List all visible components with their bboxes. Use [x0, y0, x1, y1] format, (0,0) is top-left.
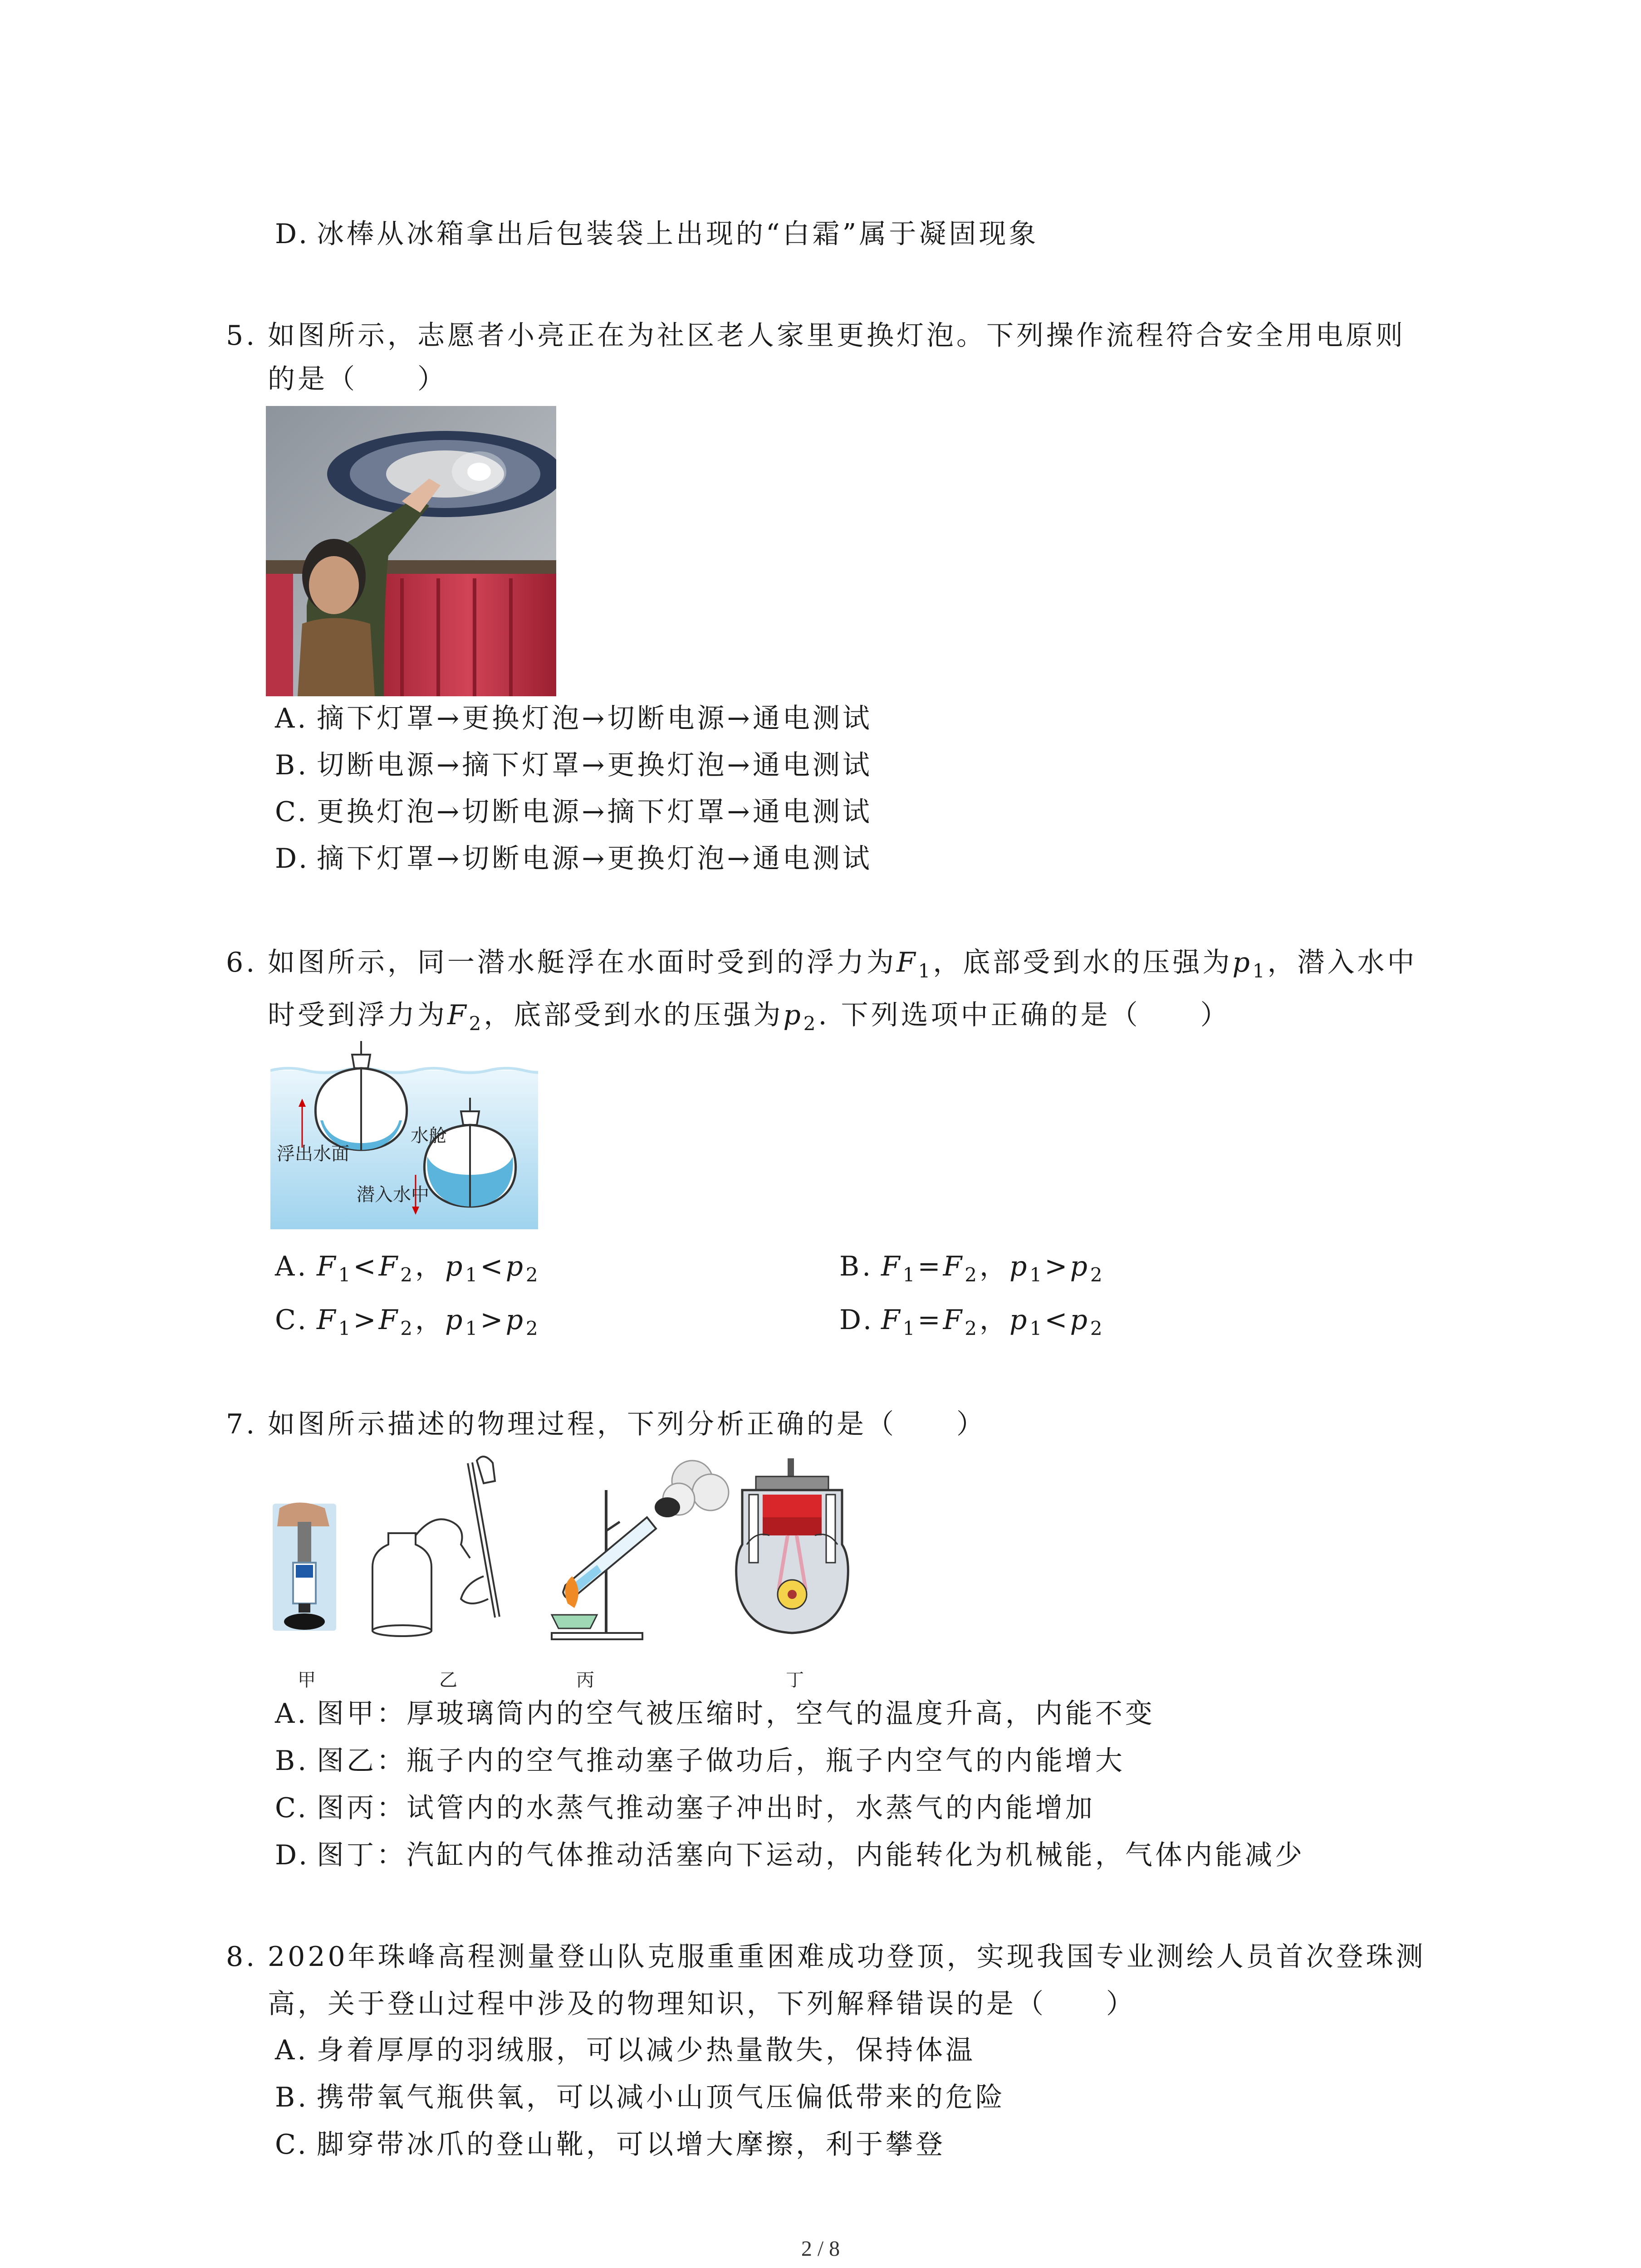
q6-option-a: [275, 1248, 541, 1293]
subscript: 2: [803, 1012, 818, 1035]
pressure-symbol: p: [1009, 1251, 1030, 1282]
option-letter: B.: [275, 749, 309, 781]
subscript: 1: [902, 1264, 918, 1286]
pressure-symbol: p: [505, 1251, 526, 1282]
option-text: 切断电源→摘下灯罩→更换灯泡→通电测试: [317, 749, 872, 781]
q5-stem-line2: 的是（ ）: [268, 363, 447, 395]
option-text: 身着厚厚的羽绒服，可以减少热量散失，保持体温: [317, 2034, 975, 2066]
stem-text: ，潜入水中: [1267, 947, 1417, 978]
force-symbol: F: [317, 1251, 338, 1282]
relation: =: [917, 1251, 943, 1282]
option-letter: D.: [275, 843, 310, 875]
test-tube-stand-icon: [552, 1461, 729, 1639]
pressure-symbol: p: [1009, 1304, 1030, 1336]
option-letter: C.: [275, 1304, 309, 1336]
stem-text: ，底部受到水的压强为: [933, 947, 1233, 978]
subscript: 2: [965, 1317, 980, 1339]
subscript: 2: [400, 1317, 416, 1339]
option-letter: D.: [275, 218, 310, 250]
q4-option-d: [275, 216, 1038, 252]
q7-option-a: [275, 1696, 1155, 1732]
pressure-symbol: p: [1070, 1304, 1090, 1336]
option-letter: A.: [275, 1698, 309, 1730]
option-letter: C.: [275, 2129, 309, 2160]
option-letter: A.: [275, 703, 309, 734]
option-letter: D.: [839, 1304, 875, 1336]
option-text: 摘下灯罩→切断电源→更换灯泡→通电测试: [317, 843, 872, 875]
question-number: 7.: [226, 1408, 258, 1440]
separator: ，: [980, 1251, 1010, 1282]
option-text: 摘下灯罩→更换灯泡→切断电源→通电测试: [317, 703, 872, 734]
stem-text: 如图所示描述的物理过程，下列分析正确的是（ ）: [268, 1408, 986, 1440]
option-text: 图丙：试管内的水蒸气推动塞子冲出时，水蒸气的内能增加: [317, 1792, 1095, 1824]
option-letter: D.: [275, 1839, 310, 1871]
relation: >: [480, 1304, 506, 1336]
stem-text: 如图所示，同一潜水艇浮在水面时受到的浮力为: [268, 947, 896, 978]
relation: >: [1044, 1251, 1070, 1282]
figure-label-yi: 乙: [439, 1670, 457, 1691]
figure-label-jia: 甲: [298, 1670, 316, 1691]
subscript: 1: [1029, 1264, 1045, 1286]
page-number: 2 / 8: [801, 2237, 840, 2261]
subscript: 2: [400, 1264, 416, 1286]
subscript: 1: [918, 960, 933, 982]
question-number: 8.: [226, 1941, 258, 1973]
pressure-symbol: p: [783, 999, 803, 1031]
q6-option-b: [839, 1248, 1105, 1293]
bottle-pump-icon: [372, 1457, 497, 1636]
q8-option-a: [275, 2032, 975, 2068]
q5-option-a: [275, 700, 872, 737]
force-symbol: F: [447, 999, 469, 1031]
stem-text: 2020年珠峰高程测量登山队克服重重困难成功登顶，实现我国专业测绘人员首次登珠测: [268, 1941, 1426, 1973]
option-letter: B.: [839, 1251, 874, 1282]
label-float: 浮出水面: [277, 1144, 349, 1164]
option-text: 冰棒从冰箱拿出后包装袋上出现的“白霜”属于凝固现象: [317, 218, 1039, 250]
label-dive: 潜入水中: [357, 1184, 429, 1205]
force-symbol: F: [881, 1304, 903, 1336]
q7-stem-line1: [226, 1406, 986, 1442]
floating-submarine-icon: [315, 1041, 407, 1150]
q8-stem-line1: [226, 1939, 1426, 1975]
force-symbol: F: [378, 1304, 401, 1336]
glass-cylinder-icon: [273, 1503, 336, 1631]
question-number: 5.: [226, 320, 258, 352]
q5-option-d: [275, 841, 872, 877]
stem-text: 时受到浮力为: [268, 999, 447, 1031]
subscript: 2: [965, 1264, 980, 1286]
stem-text: . 下列选项中正确的是（ ）: [818, 999, 1230, 1031]
subscript: 1: [338, 1264, 353, 1286]
option-text: 图乙：瓶子内的空气推动塞子做功后，瓶子内空气的内能增大: [317, 1745, 1125, 1777]
relation: <: [353, 1251, 379, 1282]
separator: ，: [415, 1251, 446, 1282]
option-letter: B.: [275, 2082, 309, 2113]
q8-option-c: [275, 2126, 945, 2163]
q7-figures: [270, 1454, 869, 1658]
option-letter: C.: [275, 796, 309, 828]
pressure-symbol: p: [445, 1251, 465, 1282]
separator: ，: [415, 1304, 446, 1336]
q6-stem-line2: [268, 997, 1230, 1042]
q5-stem-line1: [226, 318, 1406, 354]
force-symbol: F: [943, 1251, 965, 1282]
option-letter: A.: [275, 1251, 309, 1282]
separator: ，: [980, 1304, 1010, 1336]
q7-option-c: [275, 1790, 1095, 1826]
subscript: 1: [902, 1317, 918, 1339]
subscript: 1: [465, 1317, 480, 1339]
q5-option-c: [275, 794, 872, 830]
option-text: 脚穿带冰爪的登山靴，可以增大摩擦，利于攀登: [317, 2129, 945, 2160]
pressure-symbol: p: [1070, 1251, 1090, 1282]
question-number: 6.: [226, 947, 258, 978]
pressure-symbol: p: [445, 1304, 465, 1336]
subscript: 2: [469, 1012, 484, 1035]
subscript: 2: [1090, 1264, 1105, 1286]
q7-option-d: [275, 1837, 1305, 1873]
subscript: 1: [338, 1317, 353, 1339]
stem-text: ，底部受到水的压强为: [484, 999, 784, 1031]
option-letter: C.: [275, 1792, 309, 1824]
subscript: 2: [525, 1317, 541, 1339]
subscript: 1: [465, 1264, 480, 1286]
relation: =: [917, 1304, 943, 1336]
figure-label-bing: 丙: [576, 1670, 594, 1691]
pressure-symbol: p: [505, 1304, 526, 1336]
option-text: 更换灯泡→切断电源→摘下灯罩→通电测试: [317, 796, 872, 828]
force-symbol: F: [943, 1304, 965, 1336]
q5-option-b: [275, 747, 872, 783]
subscript: 1: [1029, 1317, 1045, 1339]
pressure-symbol: p: [1232, 947, 1253, 978]
q8-option-b: [275, 2079, 1005, 2116]
q6-option-d: [839, 1302, 1105, 1347]
force-symbol: F: [896, 947, 918, 978]
subscript: 1: [1252, 960, 1268, 982]
q6-option-c: [275, 1302, 541, 1347]
force-symbol: F: [378, 1251, 401, 1282]
option-text: 图甲：厚玻璃筒内的空气被压缩时，空气的温度升高，内能不变: [317, 1698, 1155, 1730]
relation: <: [480, 1251, 506, 1282]
option-letter: A.: [275, 2034, 309, 2066]
q6-stem-line1: [226, 944, 1417, 989]
q7-option-b: [275, 1743, 1125, 1779]
label-tank: 水舱: [411, 1125, 447, 1146]
subscript: 2: [1090, 1317, 1105, 1339]
option-text: 图丁：汽缸内的气体推动活塞向下运动，内能转化为机械能，气体内能减少: [317, 1839, 1305, 1871]
force-symbol: F: [317, 1304, 338, 1336]
relation: <: [1044, 1304, 1070, 1336]
q5-photo-light-bulb: [266, 406, 556, 696]
q8-stem-line2: 高，关于登山过程中涉及的物理知识，下列解释错误的是（ ）: [268, 1988, 1136, 2020]
engine-cylinder-icon: [736, 1458, 848, 1633]
subscript: 2: [525, 1264, 541, 1286]
figure-label-ding: 丁: [786, 1670, 804, 1691]
relation: >: [353, 1304, 379, 1336]
option-text: 携带氧气瓶供氧，可以减小山顶气压偏低带来的危险: [317, 2082, 1005, 2113]
option-letter: B.: [275, 1745, 309, 1777]
force-symbol: F: [881, 1251, 903, 1282]
stem-text: 如图所示，志愿者小亮正在为社区老人家里更换灯泡。下列操作流程符合安全用电原则: [268, 320, 1406, 352]
